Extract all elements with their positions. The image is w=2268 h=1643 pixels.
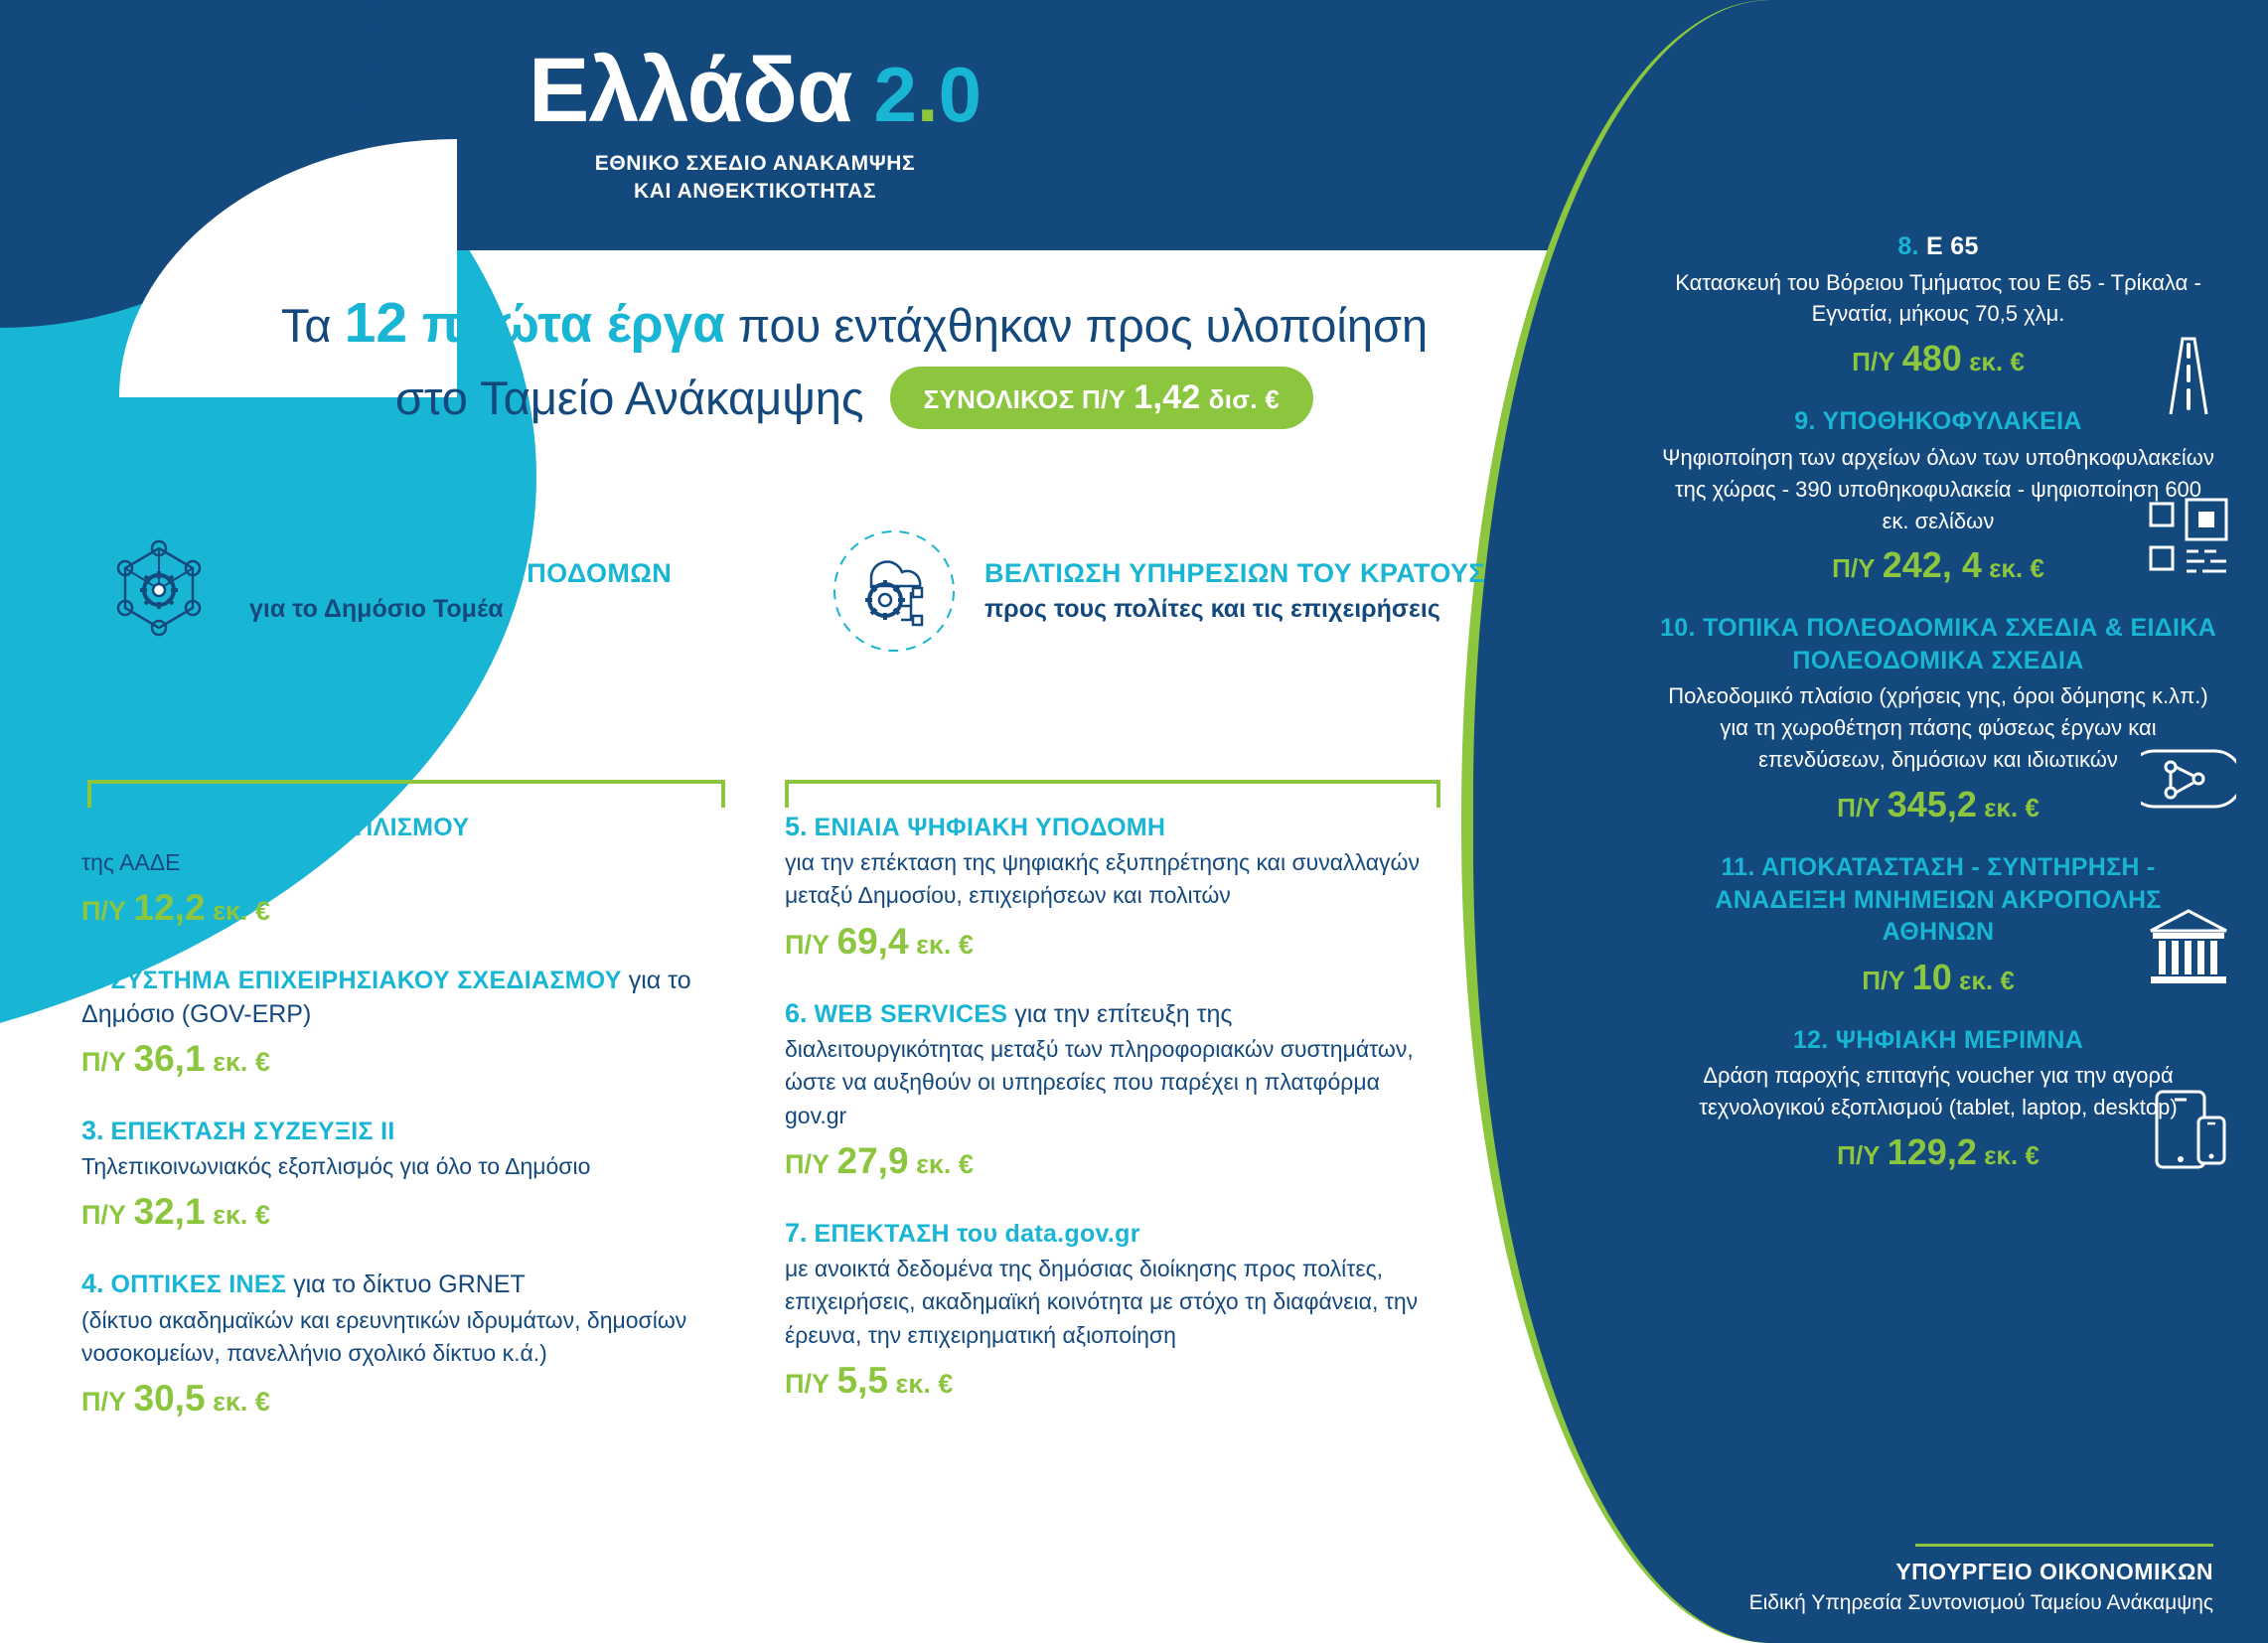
project-9-title: ΥΠΟΘΗΚΟΦΥΛΑΚΕΙΑ (1822, 407, 2082, 436)
bracket-left (87, 780, 725, 804)
project-3-budget (81, 1191, 737, 1233)
project-6-head (785, 996, 1440, 1031)
project-7-budget-unit: εκ. € (895, 1369, 954, 1400)
project-4-budget-value: 30,5 (133, 1378, 206, 1419)
project-9-budget (1660, 544, 2216, 586)
project-5-budget-value: 69,4 (836, 920, 909, 962)
footer-divider (1915, 1544, 2213, 1547)
project-5-title: ΕΝΙΑΙΑ ΨΗΦΙΑΚΗ ΥΠΟΔΟΜΗ (814, 814, 1166, 841)
logo (529, 39, 982, 141)
project-12-budget-label: Π/Υ (1837, 1139, 1881, 1170)
project-item-2 (81, 963, 737, 1080)
project-9-number: 9. (1794, 407, 1816, 436)
project-10-head (1660, 612, 2216, 676)
project-12-budget-unit: εκ. € (1984, 1139, 2040, 1170)
header (0, 0, 1510, 250)
project-column-1 (81, 810, 737, 1453)
project-1-budget-label: Π/Υ (81, 896, 127, 927)
project-7-title: ΕΠΕΚΤΑΣΗ (814, 1219, 950, 1248)
project-12-budget-value: 129,2 (1887, 1130, 1977, 1172)
total-budget-pill (890, 367, 1314, 429)
project-2-budget-unit: εκ. € (213, 1047, 270, 1078)
project-7-number: 7. (785, 1217, 808, 1248)
project-4-budget (81, 1378, 737, 1419)
logo-wordmark: Ελλάδα (529, 39, 852, 141)
project-4-budget-label: Π/Υ (81, 1387, 127, 1418)
project-6-budget-label: Π/Υ (785, 1148, 831, 1179)
project-3-budget-label: Π/Υ (81, 1200, 127, 1231)
project-2-budget-label: Π/Υ (81, 1047, 127, 1078)
footer-ministry: ΥΠΟΥΡΓΕΙΟ ΟΙΚΟΝΟΜΙΚΩΝ (1895, 1559, 2213, 1584)
project-5-budget-label: Π/Υ (785, 929, 831, 960)
header-subtitle-line2: ΚΑΙ ΑΝΘΕΚΤΙΚΟΤΗΤΑΣ (633, 180, 877, 203)
project-6-title: WEB SERVICES (814, 999, 1008, 1028)
project-8-number: 8. (1897, 232, 1919, 260)
project-item-10 (1660, 612, 2216, 825)
project-7-budget-value: 5,5 (836, 1360, 888, 1402)
project-item-1 (81, 810, 737, 929)
project-item-6 (785, 996, 1440, 1182)
footer-unit: Ειδική Υπηρεσία Συντονισμού Ταμείου Ανάκαμψης (1748, 1591, 2213, 1614)
project-7-budget-label: Π/Υ (785, 1369, 831, 1400)
project-11-number: 11. (1721, 853, 1755, 882)
category-infrastructure (94, 526, 750, 656)
project-6-budget-unit: εκ. € (916, 1148, 974, 1179)
project-2-title-tail: για το Δημόσιο (GOV-ERP) (81, 967, 691, 1028)
project-item-5 (785, 810, 1440, 963)
footer (1617, 1544, 2213, 1615)
project-8-budget-label: Π/Υ (1852, 347, 1895, 377)
main-title-prefix: Τα (280, 299, 345, 352)
network-gear-icon (94, 526, 224, 656)
main-title (149, 288, 1560, 429)
project-12-desc: Δράση παροχής επιταγής voucher για την αγορά τεχνολογικού εξοπλισμού (tablet, laptop, desktop) (1699, 1063, 2178, 1120)
project-6-budget (785, 1140, 1440, 1182)
cloud-gear-circuit-icon (830, 526, 959, 656)
project-10-budget-label: Π/Υ (1837, 793, 1881, 823)
bracket-right (785, 780, 1440, 804)
parthenon-icon (2141, 899, 2236, 994)
project-8-budget (1660, 338, 2216, 379)
project-1-budget (81, 887, 737, 929)
project-5-desc: για την επέκταση της ψηφιακής εξυπηρέτησης και συναλλαγών μεταξύ Δημοσίου, επιχειρήσεων και πολιτών (785, 849, 1420, 909)
project-12-head (1660, 1024, 2216, 1057)
project-8-budget-value: 480 (1901, 338, 1962, 379)
project-column-3 (1660, 230, 2216, 1199)
total-budget-label: ΣΥΝΟΛΙΚΟΣ Π/Υ (923, 384, 1127, 415)
project-item-3 (81, 1114, 737, 1233)
project-4-title: ΟΠΤΙΚΕΣ ΙΝΕΣ (110, 1270, 287, 1299)
project-6-number: 6. (785, 997, 808, 1028)
project-7-title-tail: του data.gov.gr (949, 1219, 1140, 1248)
project-10-budget-value: 345,2 (1887, 784, 1977, 825)
category-services-line2: προς τους πολίτες και τις επιχειρήσεις (984, 594, 1440, 623)
project-1-head (81, 810, 737, 844)
project-1-number: 1. (81, 812, 104, 841)
blueprint-plan-icon (2141, 731, 2236, 826)
project-item-11 (1660, 851, 2216, 998)
project-10-budget-unit: εκ. € (1984, 793, 2040, 823)
project-1-desc: της ΑΑΔΕ (81, 849, 181, 876)
project-11-head (1660, 851, 2216, 949)
project-3-title: ΕΠΕΚΤΑΣΗ ΣΥΖΕΥΞΙΣ ΙΙ (110, 1118, 395, 1146)
category-infrastructure-text (249, 557, 672, 625)
project-4-desc: (δίκτυο ακαδημαϊκών και ερευνητικών ιδρυμάτων, δημοσίων νοσοκομείων, πανελλήνιο σχολικό δίκτυο κ.ά.) (81, 1306, 687, 1366)
project-3-desc: Τηλεπικοινωνιακός εξοπλισμός για όλο το Δημόσιο (81, 1153, 591, 1180)
project-item-12 (1660, 1024, 2216, 1173)
project-11-title: ΑΠΟΚΑΤΑΣΤΑΣΗ - ΣΥΝΤΗΡΗΣΗ - ΑΝΑΔΕΙΞΗ ΜΝΗΜΕΙΩΝ ΑΚΡΟΠΟΛΗΣ ΑΘΗΝΩΝ (1715, 853, 2162, 947)
project-1-budget-value: 12,2 (133, 887, 206, 929)
project-4-number: 4. (81, 1269, 104, 1299)
project-9-budget-value: 242, 4 (1882, 544, 1982, 586)
project-2-title: ΣΥΣΤΗΜΑ ΕΠΙΧΕΙΡΗΣΙΑΚΟΥ ΣΧΕΔΙΑΣΜΟΥ (110, 967, 622, 995)
project-3-budget-value: 32,1 (133, 1191, 206, 1233)
project-10-title: ΤΟΠΙΚΑ ΠΟΛΕΟΔΟΜΙΚΑ ΣΧΕΔΙΑ & ΕΙΔΙΚΑ ΠΟΛΕΟΔΟΜΙΚΑ ΣΧΕΔΙΑ (1702, 614, 2216, 674)
project-7-head (785, 1216, 1440, 1251)
tablet-phone-icon (2141, 1084, 2236, 1179)
project-item-9 (1660, 405, 2216, 586)
project-11-budget-value: 10 (1911, 956, 1952, 997)
project-7-budget (785, 1360, 1440, 1402)
main-title-line2: στο Ταμείο Ανάκαμψης (394, 372, 864, 425)
project-11-budget-label: Π/Υ (1862, 965, 1905, 995)
category-infrastructure-line2: για το Δημόσιο Τομέα (249, 594, 504, 623)
header-subtitle-line1: ΕΘΝΙΚΟ ΣΧΕΔΙΟ ΑΝΑΚΑΜΨΗΣ (594, 151, 916, 175)
project-item-8 (1660, 230, 2216, 379)
project-2-budget-value: 36,1 (133, 1038, 206, 1080)
project-column-2 (785, 810, 1440, 1435)
project-10-number: 10. (1660, 614, 1696, 643)
category-headers (94, 526, 1485, 656)
project-4-head (81, 1267, 737, 1301)
project-10-budget (1660, 784, 2216, 825)
project-4-budget-unit: εκ. € (213, 1387, 270, 1418)
project-7-desc: με ανοικτά δεδομένα της δημόσιας διοίκησης προς πολίτες, επιχειρήσεις, ακαδημαϊκή κοινότητα με στόχο τη διαφάνεια, την έρευνα, την επιχειρηματική αξιοποίηση (785, 1256, 1419, 1348)
project-12-budget (1660, 1131, 2216, 1173)
project-8-desc: Κατασκευή του Βόρειου Τμήματος του Ε 65 - Τρίκαλα - Εγνατία, μήκους 70,5 χλμ. (1675, 269, 2201, 327)
logo-version: 2.0 (873, 50, 982, 138)
total-budget-unit: δισ. € (1208, 384, 1281, 415)
project-3-head (81, 1114, 737, 1148)
project-1-budget-unit: εκ. € (213, 896, 270, 927)
project-8-budget-unit: εκ. € (1969, 347, 2025, 377)
main-title-rest: που εντάχθηκαν προς υλοποίηση (724, 299, 1429, 352)
main-title-number: 12 (344, 291, 408, 355)
main-title-line1 (149, 288, 1560, 359)
project-item-4 (81, 1267, 737, 1419)
total-budget-amount: 1,42 (1134, 378, 1201, 417)
project-12-number: 12. (1792, 1025, 1829, 1054)
project-item-7 (785, 1216, 1440, 1402)
project-5-head (785, 810, 1440, 844)
project-10-desc: Πολεοδομικό πλαίσιο (χρήσεις γης, όροι δόμησης κ.λπ.) για τη χωροθέτηση πάσης φύσεως έργων και επενδύσεων, δημόσιων και ιδιωτικών (1668, 683, 2208, 773)
project-12-title: ΨΗΦΙΑΚΗ ΜΕΡΙΜΝΑ (1835, 1025, 2084, 1054)
header-subtitle (595, 150, 916, 207)
category-services (830, 526, 1485, 656)
project-9-head (1660, 405, 2216, 438)
category-infrastructure-line1: ΕΚΣΥΓΧΡΟΝΙΣΜΟΣ ΥΠΟΔΟΜΩΝ (249, 557, 673, 588)
project-3-budget-unit: εκ. € (213, 1200, 270, 1231)
project-5-budget-unit: εκ. € (916, 929, 974, 960)
project-4-title-tail: για το δίκτυο GRNET (286, 1270, 526, 1299)
project-5-number: 5. (785, 812, 808, 841)
main-title-line2-row (149, 367, 1560, 429)
project-6-title-tail: για την επίτευξη της (1007, 999, 1233, 1028)
project-3-number: 3. (81, 1116, 104, 1146)
project-8-title: Ε 65 (1926, 232, 1979, 260)
project-9-budget-label: Π/Υ (1832, 553, 1876, 584)
project-11-budget-unit: εκ. € (1959, 965, 2015, 995)
project-2-head (81, 963, 737, 1030)
category-services-line1: ΒΕΛΤΙΩΣΗ ΥΠΗΡΕΣΙΩΝ ΤΟΥ ΚΡΑΤΟΥΣ (984, 557, 1485, 588)
project-8-head (1660, 230, 2216, 263)
main-title-emph: πρώτα έργα (407, 295, 725, 354)
digitization-qr-icon (2141, 490, 2236, 585)
project-5-budget (785, 921, 1440, 963)
project-2-budget (81, 1038, 737, 1080)
project-2-number: 2. (81, 965, 104, 995)
project-11-budget (1660, 957, 2216, 998)
project-9-desc: Ψηφιοποίηση των αρχείων όλων των υποθηκοφυλακείων της χώρας - 390 υποθηκοφυλακεία - ψηφιοποίηση 600 εκ. σελίδων (1662, 444, 2214, 533)
project-6-budget-value: 27,9 (836, 1139, 909, 1181)
project-9-budget-unit: εκ. € (1989, 553, 2044, 584)
category-services-text (984, 557, 1485, 625)
project-6-desc: διαλειτουργικότητας μεταξύ των πληροφοριακών συστημάτων, ώστε να αυξηθούν οι υπηρεσίες που παρέχει η πλατφόρμα gov.gr (785, 1035, 1414, 1128)
project-1-title: ΒΕΛΤΙΩΣΗ ΤΟΥ ΕΞΟΠΛΙΣΜΟΥ (110, 814, 470, 841)
